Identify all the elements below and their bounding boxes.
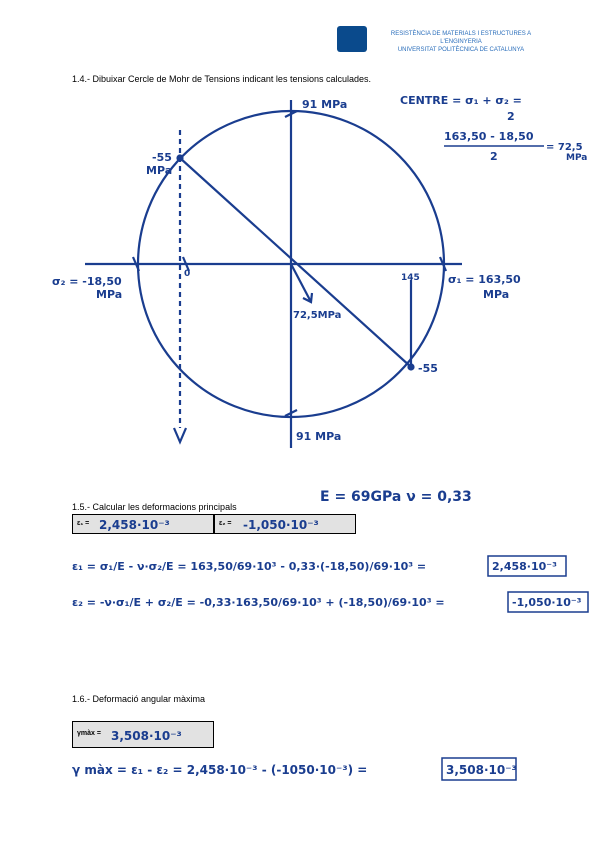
eq2-lhs: ε₂ = -ν·σ₁/E + σ₂/E = -0,33·163,50/69·10³ + (-18,50)/69·10³ = [72,596,445,609]
epsilon2-label: ε₂ = [219,520,232,527]
label-zero: 0 [184,269,191,279]
point-left [178,156,183,161]
gamma-equation [72,752,552,786]
centre-result: = 72,5 [546,142,583,153]
label-sigma2-unit: MPa [96,288,123,301]
label-right-point: -55 [418,362,438,375]
centre-den2: 2 [490,150,498,163]
label-sigma1: σ₁ = 163,50 [448,273,521,286]
gamma-cell [72,721,214,748]
gamma-eq-result: 3,508·10⁻³ [446,763,517,777]
epsilon1-label: ε₁ = [77,520,90,527]
header-line1: RESISTÈNCIA DE MATERIALS I ESTRUCTURES A L'ENGINYERIA [390,31,532,45]
gamma-eq-lhs: γ màx = ε₁ - ε₂ = 2,458·10⁻³ - (-1050·10⁻³) = [72,763,368,777]
label-top: 91 MPa [302,98,348,111]
centre-num2: 163,50 - 18,50 [444,130,534,143]
gamma-label: γmàx = [77,730,101,737]
eq1-lhs: ε₁ = σ₁/E - ν·σ₂/E = 163,50/69·10³ - 0,33·(-18,50)/69·10³ = [72,560,427,573]
eq2-result: -1,050·10⁻³ [512,596,582,609]
label-sigma1-unit: MPa [483,288,510,301]
material-props [300,484,540,508]
section-1-4-title: 1.4.- Dibuixar Cercle de Mohr de Tensions indicant les tensions calculades. [72,74,371,84]
gamma-value-svg [109,725,209,745]
epsilon2-cell [214,514,356,534]
label-bottom: 91 MPa [296,430,342,443]
centre-equation: CENTRE = σ₁ + σ₂ = [400,94,522,107]
eq1-result: 2,458·10⁻³ [492,560,557,573]
centre-den: 2 [507,110,515,123]
epsilon2-value: -1,050·10⁻³ [243,518,319,532]
label-145: 145 [401,273,420,283]
label-left-point: -55 [152,151,172,164]
epsilon1-cell [72,514,214,534]
section-1-5-title: 1.5.- Calcular les deformacions principals [72,502,237,512]
deformation-equations [72,540,592,630]
epsilon2-value-svg [241,515,356,533]
radius-arrow [291,264,311,302]
label-sigma2: σ₂ = -18,50 [52,275,122,288]
down-arrow-icon [174,428,186,442]
centre-unit: MPa [566,153,588,163]
header-line2: UNIVERSITAT POLITÈCNICA DE CATALUNYA [397,47,525,53]
diameter-line [180,158,411,367]
section-1-6-title: 1.6.- Deformació angular màxima [72,694,206,704]
label-radius: 72,5MPa [293,310,342,321]
gamma-value: 3,508·10⁻³ [111,729,182,743]
label-left-point-unit: MPa [146,164,173,177]
material-props-text: E = 69GPa ν = 0,33 [320,489,472,505]
epsilon1-value-svg [97,515,212,533]
point-right [409,365,414,370]
epsilon1-value: 2,458·10⁻³ [99,518,170,532]
